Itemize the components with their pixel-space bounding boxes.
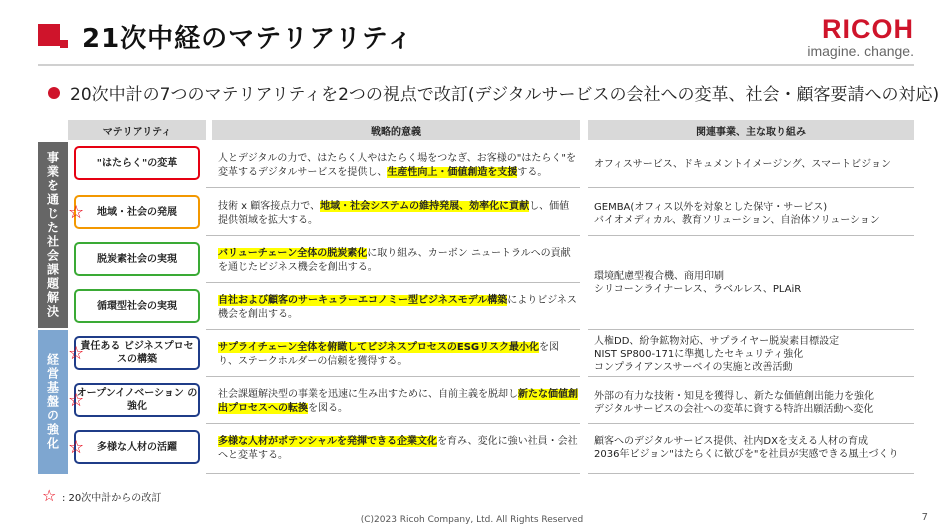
significance-text (218, 247, 578, 275)
highlighted-phrase: 自社および顧客のサーキュラーエコノミー型ビジネスモデル構築 (218, 295, 508, 306)
related-cell (594, 435, 914, 461)
highlighted-phrase: 多様な人材がポテンシャルを発揮できる企業文化 (218, 436, 438, 447)
related-line: 環境配慮型複合機、商用印刷 (594, 271, 724, 282)
row-divider (206, 282, 580, 283)
header-related: 関連事業、主な取り組み (588, 120, 914, 140)
group-label-text: 経営基盤の強化 (45, 353, 60, 451)
title-divider (38, 64, 914, 66)
highlighted-phrase: 地域・社会システムの維持発展、効率化に貢献 (320, 201, 530, 212)
significance-phrase: を図り、ステークホルダーの信頼を獲得する。 (218, 342, 559, 367)
related-line: 外部の有力な技術・知見を獲得し、新たな価値創出能力を強化 (594, 391, 874, 402)
revision-star-icon: ☆ (68, 202, 85, 223)
related-cell (594, 158, 914, 171)
bullet-icon (48, 87, 60, 99)
logo-wordmark: RICOH (822, 14, 914, 44)
highlighted-phrase: 新たな価値創出プロセスへの転換 (218, 389, 578, 414)
group-label-text: 事業を通じた社会課題解決 (45, 151, 60, 319)
page-title: 21次中経のマテリアリティ (82, 24, 414, 54)
materiality-box (74, 430, 200, 464)
related-line: シリコーンライナーレス、ラベルレス、PLAiR (594, 284, 802, 295)
highlighted-phrase: サプライチェーン全体を俯瞰してビジネスプロセスのESGリスク最小化 (218, 342, 539, 353)
row-divider (588, 473, 914, 474)
significance-text (218, 294, 578, 322)
header-materiality: マテリアリティ (68, 120, 206, 140)
significance-text (218, 341, 578, 369)
ricoh-logo (807, 14, 914, 58)
related-cell (594, 201, 914, 227)
row-divider (588, 235, 914, 236)
group-label-management-foundation (38, 330, 68, 474)
row-divider (588, 376, 914, 377)
row-divider (206, 423, 580, 424)
highlighted-phrase: 生産性向上・価値創造を支援 (387, 167, 518, 178)
revision-star-icon: ☆ (68, 390, 85, 411)
significance-phrase: によりビジネス機会を創出する。 (218, 295, 577, 320)
row-divider (206, 376, 580, 377)
row-divider (588, 423, 914, 424)
materiality-box (74, 383, 200, 417)
significance-phrase: を図る。 (308, 403, 348, 414)
logo-tagline: imagine. change. (807, 43, 914, 59)
related-cell (594, 335, 914, 374)
materiality-name: 責任ある ビジネスプロセスの構築 (80, 341, 194, 365)
materiality-box (74, 146, 200, 180)
related-cell (594, 390, 914, 416)
materiality-box (74, 289, 200, 323)
related-line: コンプライアンスサーベイの実施と改善活動 (594, 362, 793, 373)
materiality-box (74, 195, 200, 229)
legend-text: : 20次中計からの改訂 (62, 493, 162, 504)
significance-phrase: 人とデジタルの力で、はたらく人やはたらく場をつなぎ、お客様の"はたらく"を変革するデジタルサービスを提供し、 (218, 153, 576, 178)
revision-star-icon: ☆ (42, 486, 57, 505)
row-divider (206, 235, 580, 236)
row-divider (206, 473, 580, 474)
significance-text (218, 200, 578, 228)
subtitle: 20次中計の7つのマテリアリティを2つの視点で改訂(デジタルサービスの会社への変革、社会・顧客要請への対応) (70, 85, 940, 105)
significance-phrase: する。 (517, 167, 548, 178)
group-label-social-issues (38, 142, 68, 328)
revision-star-icon: ☆ (68, 437, 85, 458)
revision-star-icon: ☆ (68, 343, 85, 364)
materiality-name: 地域・社会の発展 (97, 206, 177, 218)
row-divider (588, 187, 914, 188)
significance-text (218, 435, 578, 463)
page-number: 7 (921, 512, 928, 523)
title-marker (38, 24, 60, 46)
related-line: GEMBA(オフィス以外を対象とした保守・サービス) (594, 202, 828, 213)
materiality-name: "はたらく"の変革 (96, 157, 178, 169)
copyright: (C)2023 Ricoh Company, Ltd. All Rights Reserved (360, 515, 584, 525)
related-line: NIST SP800-171に準拠したセキュリティ強化 (594, 349, 804, 360)
header-significance: 戦略的意義 (212, 120, 580, 140)
materiality-name: 脱炭素社会の実現 (97, 253, 177, 265)
highlighted-phrase: バリューチェーン全体の脱炭素化 (218, 248, 368, 259)
materiality-name: 循環型社会の実現 (97, 300, 177, 312)
materiality-box (74, 242, 200, 276)
significance-text (218, 152, 578, 180)
significance-phrase: を育み、変化に強い社員・会社へと変革する。 (218, 436, 578, 461)
related-line: 顧客へのデジタルサービス提供、社内DXを支える人材の育成 (594, 436, 868, 447)
significance-phrase: 社会課題解決型の事業を迅速に生み出すために、自前主義を脱却し (218, 389, 518, 400)
significance-phrase: に取り組み、カーボン ニュートラルへの貢献を通じたビジネス機会を創出する。 (218, 248, 571, 273)
related-line: バイオメディカル、教育ソリューション、自治体ソリューション (594, 215, 880, 226)
related-line: 人権DD、紛争鉱物対応、サプライヤー脱炭素目標設定 (594, 336, 840, 347)
significance-text (218, 388, 578, 416)
related-line: オフィスサービス、ドキュメントイメージング、スマートビジョン (594, 159, 891, 170)
significance-phrase: し、価値提供領域を拡大する。 (218, 201, 570, 226)
row-divider (206, 329, 580, 330)
materiality-name: オープンイノベーション の強化 (76, 388, 198, 412)
materiality-name: 多様な人材の活躍 (97, 441, 177, 453)
related-cell (594, 270, 914, 296)
significance-phrase: 技術 x 顧客接点力で、 (218, 201, 321, 212)
title-marker-corner (60, 40, 68, 48)
row-divider (206, 187, 580, 188)
row-divider (588, 329, 914, 330)
related-line: デジタルサービスの会社への変革に資する特許出願活動へ変化 (594, 404, 874, 415)
materiality-box (74, 336, 200, 370)
related-line: 2036年ビジョン"はたらくに歓びを"を社員が実感できる風土づくり (594, 449, 899, 460)
